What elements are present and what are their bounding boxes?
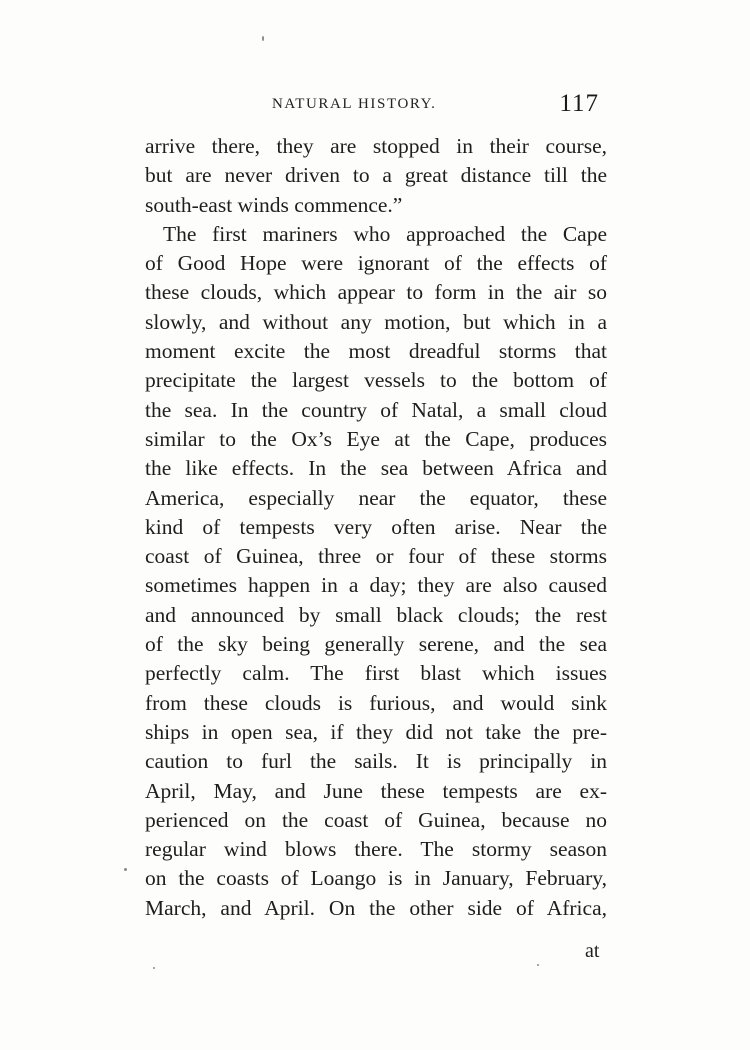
- text-line: from these clouds is furious, and would sink: [145, 690, 607, 715]
- text-line: these clouds, which appear to form in the air so: [145, 280, 607, 305]
- text-line: kind of tempests very often arise. Near the: [145, 514, 607, 539]
- text-line: the sea. In the country of Natal, a small cloud: [145, 397, 607, 422]
- paper-speck: [124, 868, 127, 871]
- text-line: The first mariners who approached the Cape: [163, 221, 607, 246]
- catchword: at: [585, 940, 600, 962]
- body-text: [145, 132, 607, 923]
- text-line: April, May, and June these tempests are ex-: [145, 778, 607, 803]
- text-line: regular wind blows there. The stormy season: [145, 837, 607, 862]
- text-line: perienced on the coast of Guinea, because no: [145, 807, 607, 832]
- text-line: on the coasts of Loango is in January, February,: [145, 866, 607, 891]
- text-line: perfectly calm. The first blast which issues: [145, 661, 607, 686]
- text-line: similar to the Ox’s Eye at the Cape, produces: [145, 426, 607, 451]
- text-line: south-east winds commence.”: [145, 192, 403, 217]
- page-number: 117: [559, 90, 599, 117]
- text-line: March, and April. On the other side of Africa,: [145, 895, 607, 920]
- text-line: of Good Hope were ignorant of the effects of: [145, 251, 607, 276]
- text-line: ships in open sea, if they did not take the pre-: [145, 719, 607, 744]
- text-line: the like effects. In the sea between Africa and: [145, 456, 607, 481]
- text-line: America, especially near the equator, these: [145, 485, 607, 510]
- text-line: arrive there, they are stopped in their course,: [145, 134, 607, 158]
- text-line: and announced by small black clouds; the rest: [145, 602, 607, 627]
- text-line: sometimes happen in a day; they are also caused: [145, 573, 607, 598]
- paper-speck: [537, 964, 539, 966]
- text-line: of the sky being generally serene, and the sea: [145, 632, 607, 657]
- page-header: [145, 92, 607, 120]
- paper-speck: [262, 36, 264, 41]
- text-line: precipitate the largest vessels to the bottom of: [145, 368, 607, 393]
- running-title: NATURAL HISTORY.: [272, 96, 437, 112]
- text-line: but are never driven to a great distance till the: [145, 163, 607, 188]
- text-line: coast of Guinea, three or four of these storms: [145, 544, 607, 569]
- text-line: caution to furl the sails. It is principally in: [145, 749, 607, 774]
- text-line: slowly, and without any motion, but which in a: [145, 309, 607, 334]
- paper-speck: [153, 967, 155, 969]
- text-line: moment excite the most dreadful storms that: [145, 339, 607, 364]
